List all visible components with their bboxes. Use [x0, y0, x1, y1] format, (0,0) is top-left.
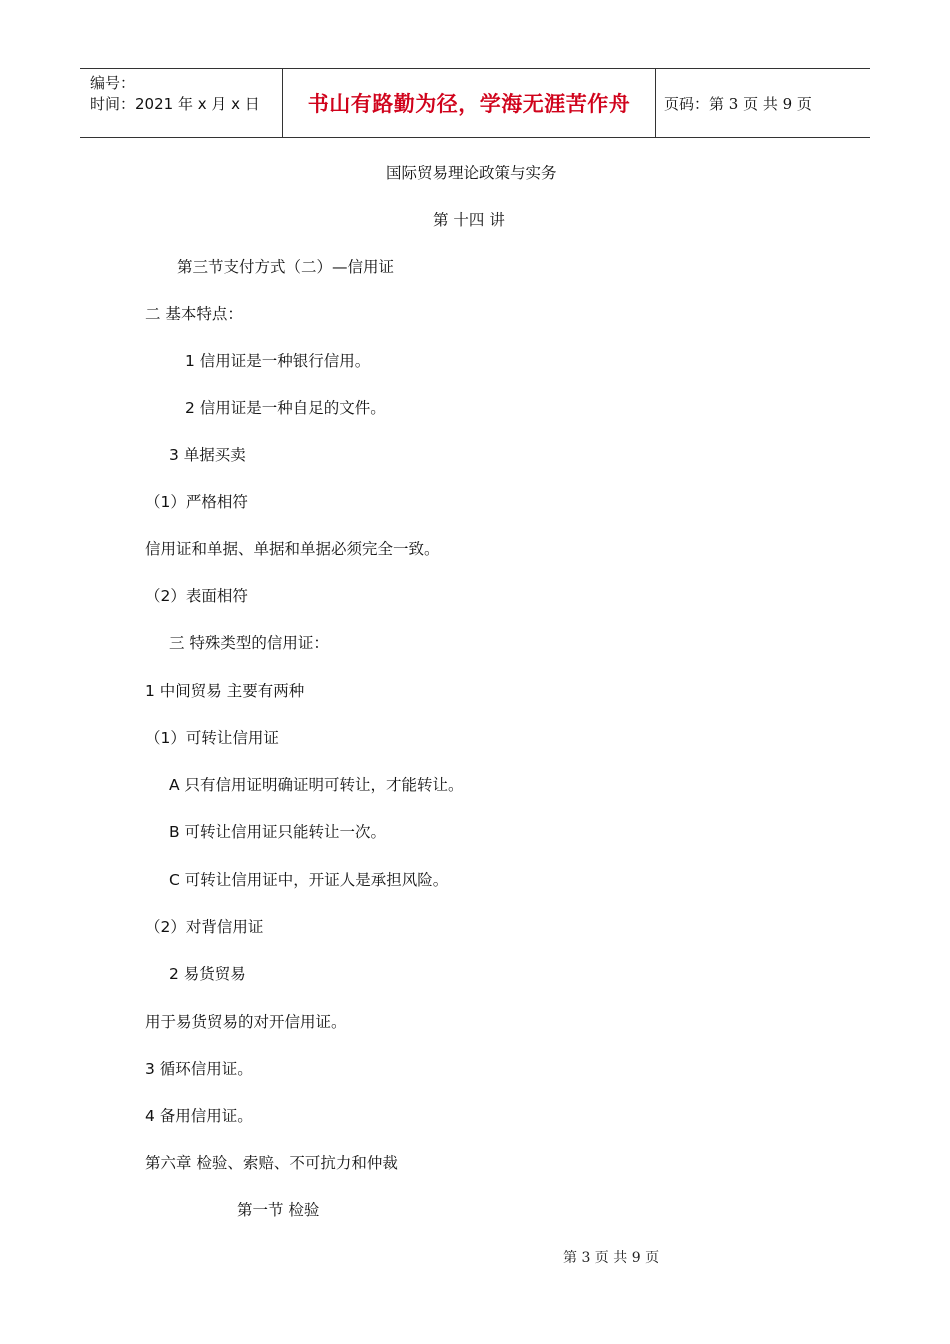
list-item: （2）表面相符	[145, 587, 248, 605]
section-heading: 第一节 检验	[237, 1201, 320, 1219]
paragraph: 信用证和单据、单据和单据必须完全一致。	[145, 540, 440, 558]
paragraph: 用于易货贸易的对开信用证。	[145, 1013, 347, 1031]
document-number-label: 编号：	[90, 74, 136, 92]
list-item: （1）严格相符	[145, 493, 248, 511]
list-item: B 可转让信用证只能转让一次。	[169, 823, 387, 841]
list-item: 4 备用信用证。	[145, 1107, 253, 1125]
document-date: 时间：2021 年 x 月 x 日	[90, 95, 260, 113]
header-motto: 书山有路勤为径，学海无涯苦作舟	[307, 92, 631, 116]
header-divider	[655, 69, 656, 137]
list-item: 3 循环信用证。	[145, 1060, 253, 1078]
document-title: 国际贸易理论政策与实务	[386, 164, 557, 182]
lecture-number: 第 十四 讲	[433, 211, 505, 229]
list-item: 1 信用证是一种银行信用。	[185, 352, 371, 370]
section-heading: 第三节支付方式（二）—信用证	[177, 258, 395, 276]
header-meta	[90, 73, 260, 115]
header-page-info: 页码：第 3 页 共 9 页	[664, 94, 812, 113]
chapter-heading: 第六章 检验、索赔、不可抗力和仲裁	[145, 1154, 398, 1172]
list-item: （1）可转让信用证	[145, 729, 279, 747]
subheading: 二 基本特点：	[145, 305, 243, 323]
page-footer: 第 3 页 共 9 页	[563, 1250, 660, 1266]
subheading: 三 特殊类型的信用证：	[169, 634, 329, 652]
list-item: A 只有信用证明确证明可转让，才能转让。	[169, 776, 464, 794]
list-item: 2 易货贸易	[169, 965, 246, 983]
list-item: 2 信用证是一种自足的文件。	[185, 399, 386, 417]
list-item: C 可转让信用证中，开证人是承担风险。	[169, 871, 449, 889]
list-item: 1 中间贸易 主要有两种	[145, 682, 305, 700]
list-item: （2）对背信用证	[145, 918, 264, 936]
list-item: 3 单据买卖	[169, 446, 246, 464]
document-header	[80, 68, 870, 138]
